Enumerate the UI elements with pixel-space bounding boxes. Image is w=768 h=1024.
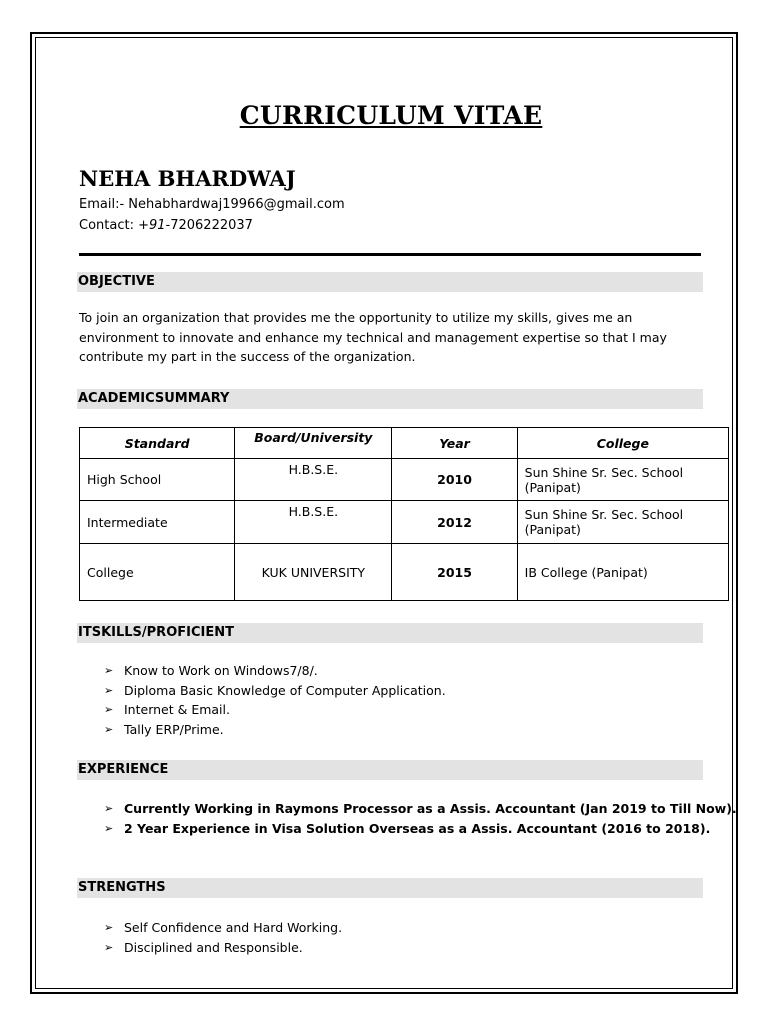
email-line [79,197,345,212]
arrow-bullet-icon: ➢ [104,722,114,736]
email-label: Email:- [79,197,129,212]
strengths-list [104,918,342,957]
table-row [80,501,729,544]
section-heading: ACADEMICSUMMARY [78,391,230,406]
list-item: ➢ Diploma Basic Knowledge of Computer Application. [104,681,446,701]
experience-list [104,799,737,838]
cell-college: IB College (Panipat) [517,544,728,601]
list-item: ➢ Self Confidence and Hard Working. [104,918,342,938]
table-header-row [80,428,729,459]
college-line: (Panipat) [524,479,581,495]
section-heading: OBJECTIVE [78,274,155,289]
skills-list [104,661,446,739]
section-objective [77,272,703,292]
column-header: Standard [80,428,235,459]
section-heading: STRENGTHS [78,880,166,895]
contact-label: Contact: [79,218,139,233]
table-row [80,459,729,501]
contact-number: -7206222037 [165,218,253,233]
arrow-bullet-icon: ➢ [104,664,114,677]
arrow-bullet-icon: ➢ [104,821,114,835]
section-heading: ITSKILLS/PROFICIENT [78,625,234,640]
section-strengths [77,878,703,898]
section-experience [77,760,703,780]
cell-college [517,501,728,544]
section-heading: EXPERIENCE [78,762,169,777]
contact-line [79,218,253,233]
table-row [80,544,729,601]
section-academic [77,389,703,409]
cell-board: H.B.S.E. [235,501,392,544]
arrow-bullet-icon: ➢ [104,940,114,954]
column-header: College [517,428,728,459]
column-header: Year [392,428,517,459]
arrow-bullet-icon: ➢ [104,703,114,716]
header-divider [79,253,701,256]
document-title: CURRICULUM VITAE [239,101,543,130]
arrow-bullet-icon: ➢ [104,921,114,934]
cell-board: H.B.S.E. [235,459,392,501]
cell-year: 2015 [392,544,517,601]
list-item: ➢ Internet & Email. [104,700,446,720]
arrow-bullet-icon: ➢ [104,802,114,815]
college-line: Sun Shine Sr. Sec. School [524,464,684,480]
cell-board: KUK UNIVERSITY [235,544,392,601]
cell-year: 2012 [392,501,517,544]
arrow-bullet-icon: ➢ [104,683,114,697]
contact-country-code: +91 [138,218,166,233]
objective-line: contribute my part in the success of the organization. [79,349,416,364]
email-value: Nehabhardwaj19966@gmail.com [128,197,345,212]
college-line: Sun Shine Sr. Sec. School [524,507,684,522]
column-header: Board/University [235,428,392,459]
list-item: ➢ 2 Year Experience in Visa Solution Overseas as a Assis. Accountant (2016 to 2018). [104,819,737,839]
cell-year: 2010 [392,459,517,501]
cell-standard: High School [80,459,235,501]
candidate-name: NEHA BHARDWAJ [79,166,296,191]
objective-line: environment to innovate and enhance my technical and management expertise so that I may [79,329,667,345]
academic-table [79,427,729,601]
objective-line: To join an organization that provides me the opportunity to utilize my skills, gives me an [79,310,633,325]
objective-text [79,308,689,367]
list-item: ➢ Currently Working in Raymons Processor as a Assis. Accountant (Jan 2019 to Till Now). [104,799,737,819]
cell-standard: Intermediate [80,501,235,544]
college-line: (Panipat) [524,522,581,537]
cell-college [517,459,728,501]
section-skills [77,623,703,643]
cell-standard: College [80,544,235,601]
list-item: ➢ Disciplined and Responsible. [104,938,342,958]
list-item: ➢ Tally ERP/Prime. [104,720,446,740]
list-item: ➢ Know to Work on Windows7/8/. [104,661,446,681]
